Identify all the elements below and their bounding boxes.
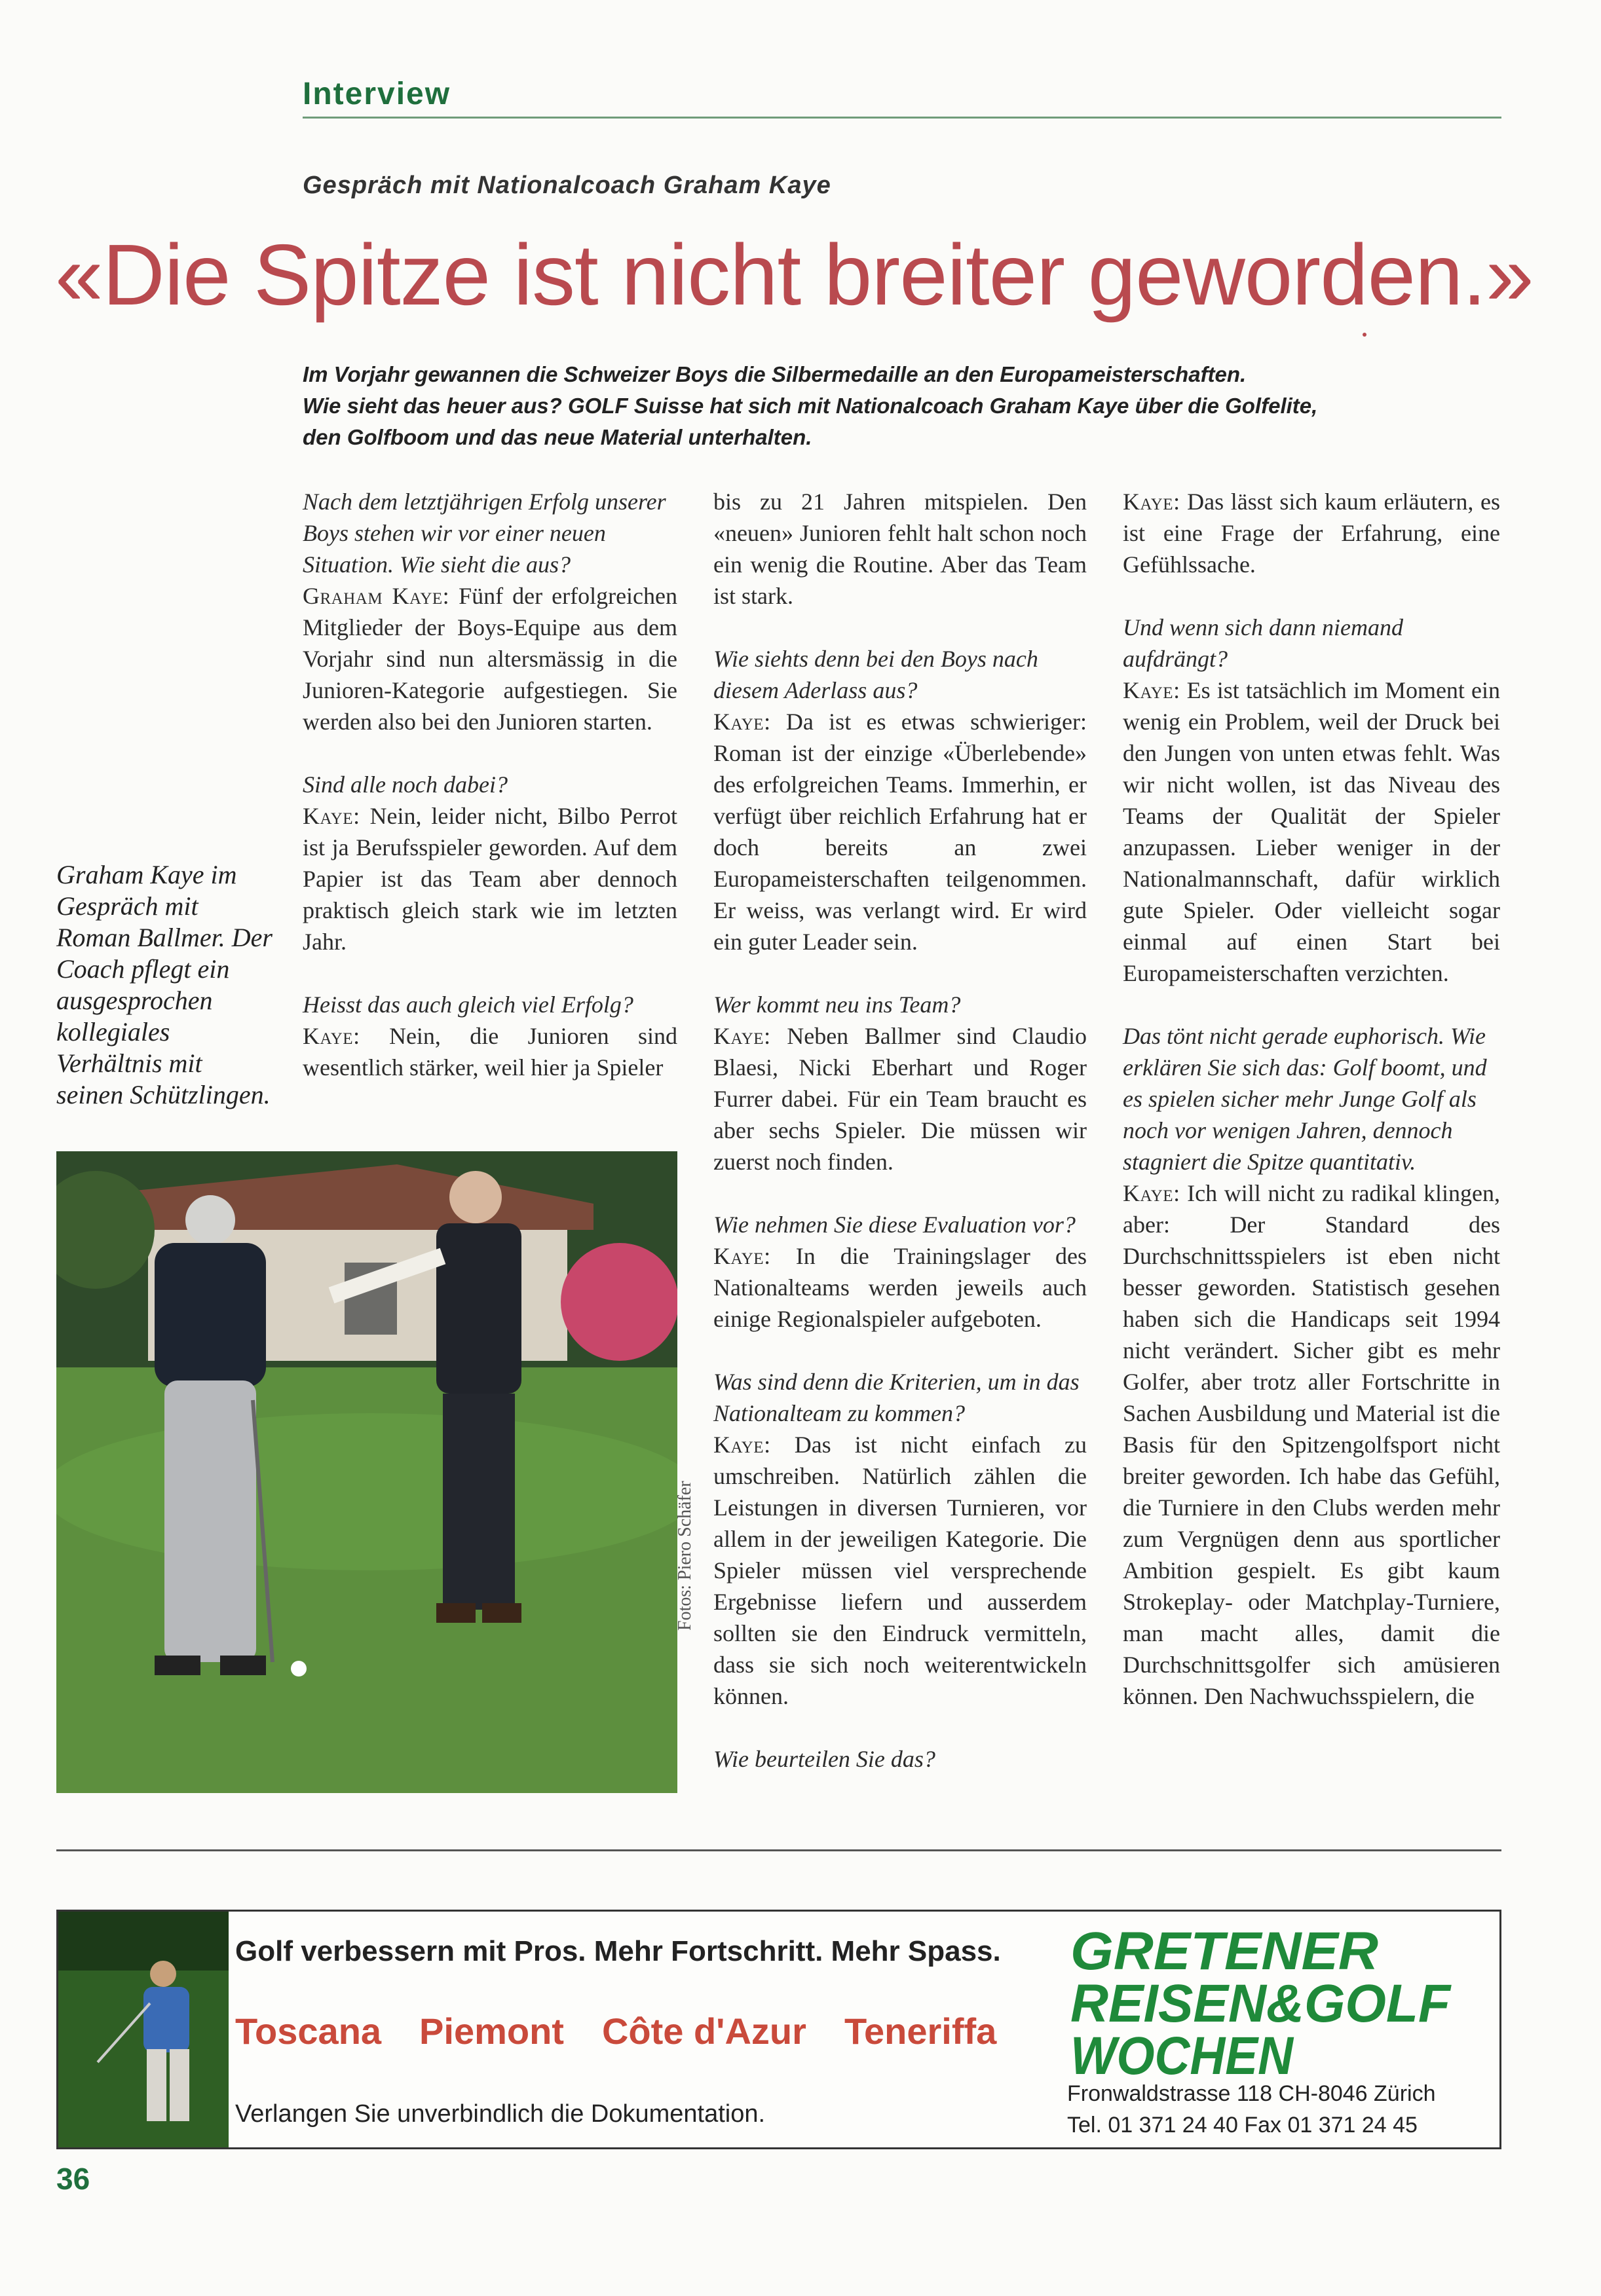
logo-line: GRETENER [1070,1921,1378,1981]
text-column-2 [713,486,1087,1806]
lead-line: den Golfboom und das neue Material unterhalten. [303,425,812,449]
question: Das tönt nicht gerade euphorisch. Wie erklären Sie sich das: Golf boomt, und es spielen sicher mehr Junge Golf als noch vor wenigen Jahren, dennoch stagniert die Spitze quantitativ. [1123,1023,1487,1175]
speaker: Kaye: [713,1432,771,1458]
answer: Ich will nicht zu radikal klingen, aber: Der Standard des Durchschnittsspielers ist eben nicht besser geworden. Statistisch gesehen haben sich die Handicaps seit 1994 nicht verändert. Sicher gibt es mehr Golfer, aber trotz aller Fortschritte in Sachen Ausbildung und Material ist die Basis für den Spitzengolfsport nicht breiter geworden. Ich habe das Gefühl, die Turniere in den Clubs werden mehr zum Vergnügen denn aus sportlicher Ambition gespielt. Es gibt kaum Strokeplay- oder Matchplay-Turniere, man macht alles, damit die Durchschnittsgolfer sich amüsieren können. Den Nachwuchsspielern, die [1123,1180,1500,1709]
paragraph [713,1743,1087,1775]
speaker: Kaye: [303,1023,360,1049]
question: Nach dem letztjährigen Erfolg unserer Boys stehen wir vor einer neuen Situation. Wie sieht die aus? [303,489,666,578]
article-lead [303,359,1501,453]
article-kicker: Gespräch mit Nationalcoach Graham Kaye [303,172,831,199]
text-column-3 [1123,486,1500,1743]
ad-address: Fronwaldstrasse 118 CH-8046 Zürich [1067,2081,1436,2106]
question: Wie beurteilen Sie das? [713,1746,935,1772]
question: Sind alle noch dabei? [303,771,508,798]
question: Was sind denn die Kriterien, um in das Nationalteam zu kommen? [713,1369,1080,1426]
answer: Nein, die Junioren sind wesentlich stärker, weil hier ja Spieler [303,1023,677,1081]
paragraph [1123,486,1500,580]
logo-line: REISEN&GOLF [1070,1974,1452,2033]
ad-phone: Tel. 01 371 24 40 Fax 01 371 24 45 [1067,2113,1418,2138]
speaker: Kaye: [1123,1180,1180,1206]
answer: Neben Ballmer sind Claudio Blaesi, Nicki Eberhart und Roger Furrer dabei. Für ein Team braucht es aber sechs Spieler. Die müssen wir zuerst noch finden. [713,1023,1087,1175]
ad-destinations [235,2010,1034,2052]
speaker: Kaye: [303,803,360,829]
answer: bis zu 21 Jahren mitspielen. Den «neuen» Junioren fehlt halt schon noch ein wenig die Routine. Aber das Team ist stark. [713,489,1087,609]
headline-dot [1363,333,1366,337]
advertisement[interactable] [56,1910,1501,2149]
section-divider [303,117,1501,119]
lead-line: Wie sieht das heuer aus? GOLF Suisse hat sich mit Nationalcoach Graham Kaye über die Golfelite, [303,394,1318,418]
paragraph [713,486,1087,612]
section-label: Interview [303,77,451,111]
ad-tagline: Golf verbessern mit Pros. Mehr Fortschritt. Mehr Spass. [235,1935,1001,1967]
speaker: Kaye: [1123,489,1180,515]
paragraph [1123,1020,1500,1712]
question: Heisst das auch gleich viel Erfolg? [303,991,633,1018]
answer: Das ist nicht einfach zu umschreiben. Natürlich zählen die Leistungen in diversen Turnieren, vor allem in der jeweiligen Kategorie. Die Spieler müssen viel versprechende Ergebnisse liefern und ausserdem sollten sie den Eindruck vermitteln, dass sie sich noch weiterentwickeln können. [713,1432,1087,1709]
article-photo [56,1151,677,1793]
paragraph [303,769,677,957]
paragraph [713,1366,1087,1712]
paragraph [713,989,1087,1177]
lead-line: Im Vorjahr gewannen die Schweizer Boys die Silbermedaille an den Europameisterschaften. [303,362,1247,386]
ad-contact [1067,2078,1436,2141]
paragraph [303,989,677,1083]
destination: Piemont [419,2010,564,2052]
article-headline: «Die Spitze ist nicht breiter geworden.» [55,227,1534,323]
speaker: Graham Kaye: [303,583,450,609]
answer: Fünf der erfolgreichen Mitglieder der Boys-Equipe aus dem Vorjahr sind nun altersmässig in die Junioren-Kategorie aufgestiegen. Sie werden also bei den Junioren starten. [303,583,678,735]
question: Wer kommt neu ins Team? [713,991,961,1018]
answer: In die Trainingslager des Nationalteams werden jeweils auch einige Regionalspieler aufgeboten. [713,1243,1087,1332]
paragraph [1123,612,1500,989]
question: Wie siehts denn bei den Boys nach diesem Aderlass aus? [713,646,1038,703]
destination: Côte d'Azur [601,2010,806,2052]
speaker: Kaye: [1123,677,1180,703]
question: Und wenn sich dann niemand aufdrängt? [1123,614,1403,672]
destination: Toscana [235,2010,382,2052]
ad-call-to-action: Verlangen Sie unverbindlich die Dokumentation. [235,2100,766,2128]
answer: Nein, leider nicht, Bilbo Perrot ist ja Berufsspieler geworden. Auf dem Papier ist das Team aber dennoch praktisch gleich stark wie im letzten Jahr. [303,803,677,955]
divider-line [56,1849,1501,1851]
paragraph [303,486,677,737]
photo-credit: Fotos: Piero Schäfer [675,1481,695,1631]
question: Wie nehmen Sie diese Evaluation vor? [713,1212,1076,1238]
speaker: Kaye: [713,1023,771,1049]
text-column-1 [303,486,677,1115]
photo-caption: Graham Kaye im Gespräch mit Roman Ballmer. Der Coach pflegt ein ausgesprochen kollegiales Verhältnis mit seinen Schützlingen. [56,860,273,1109]
speaker: Kaye: [713,1243,771,1269]
destination: Teneriffa [844,2010,997,2052]
answer: Das lässt sich kaum erläutern, es ist eine Frage der Erfahrung, eine Gefühlssache. [1123,489,1500,578]
speaker: Kaye: [713,709,771,735]
golfer-thumbnail [58,1912,229,2147]
paragraph [713,643,1087,957]
answer: Es ist tatsächlich im Moment ein wenig ein Problem, weil der Druck bei den Jungen von unten etwas fehlt. Was wir nicht wollen, ist das Niveau des Teams der Qualität der Spieler anzupassen. Lieber weniger in der Nationalmannschaft, dafür wirklich gute Spieler. Oder vielleicht sogar einmal auf einen Start bei Europameisterschaften verzichten. [1123,677,1500,986]
gretener-logo [1070,1918,1463,2082]
logo-line: WOCHEN [1070,2026,1294,2082]
paragraph [713,1209,1087,1335]
page-number: 36 [56,2162,90,2196]
answer: Da ist es etwas schwieriger: Roman ist der einzige «Überlebende» des erfolgreichen Teams. Immerhin, er verfügt über reichlich Erfahrung hat er doch bereits an zwei Europameisterschaften teilgenommen. Er weiss, was verlangt wird. Er wird ein guter Leader sein. [713,709,1087,955]
